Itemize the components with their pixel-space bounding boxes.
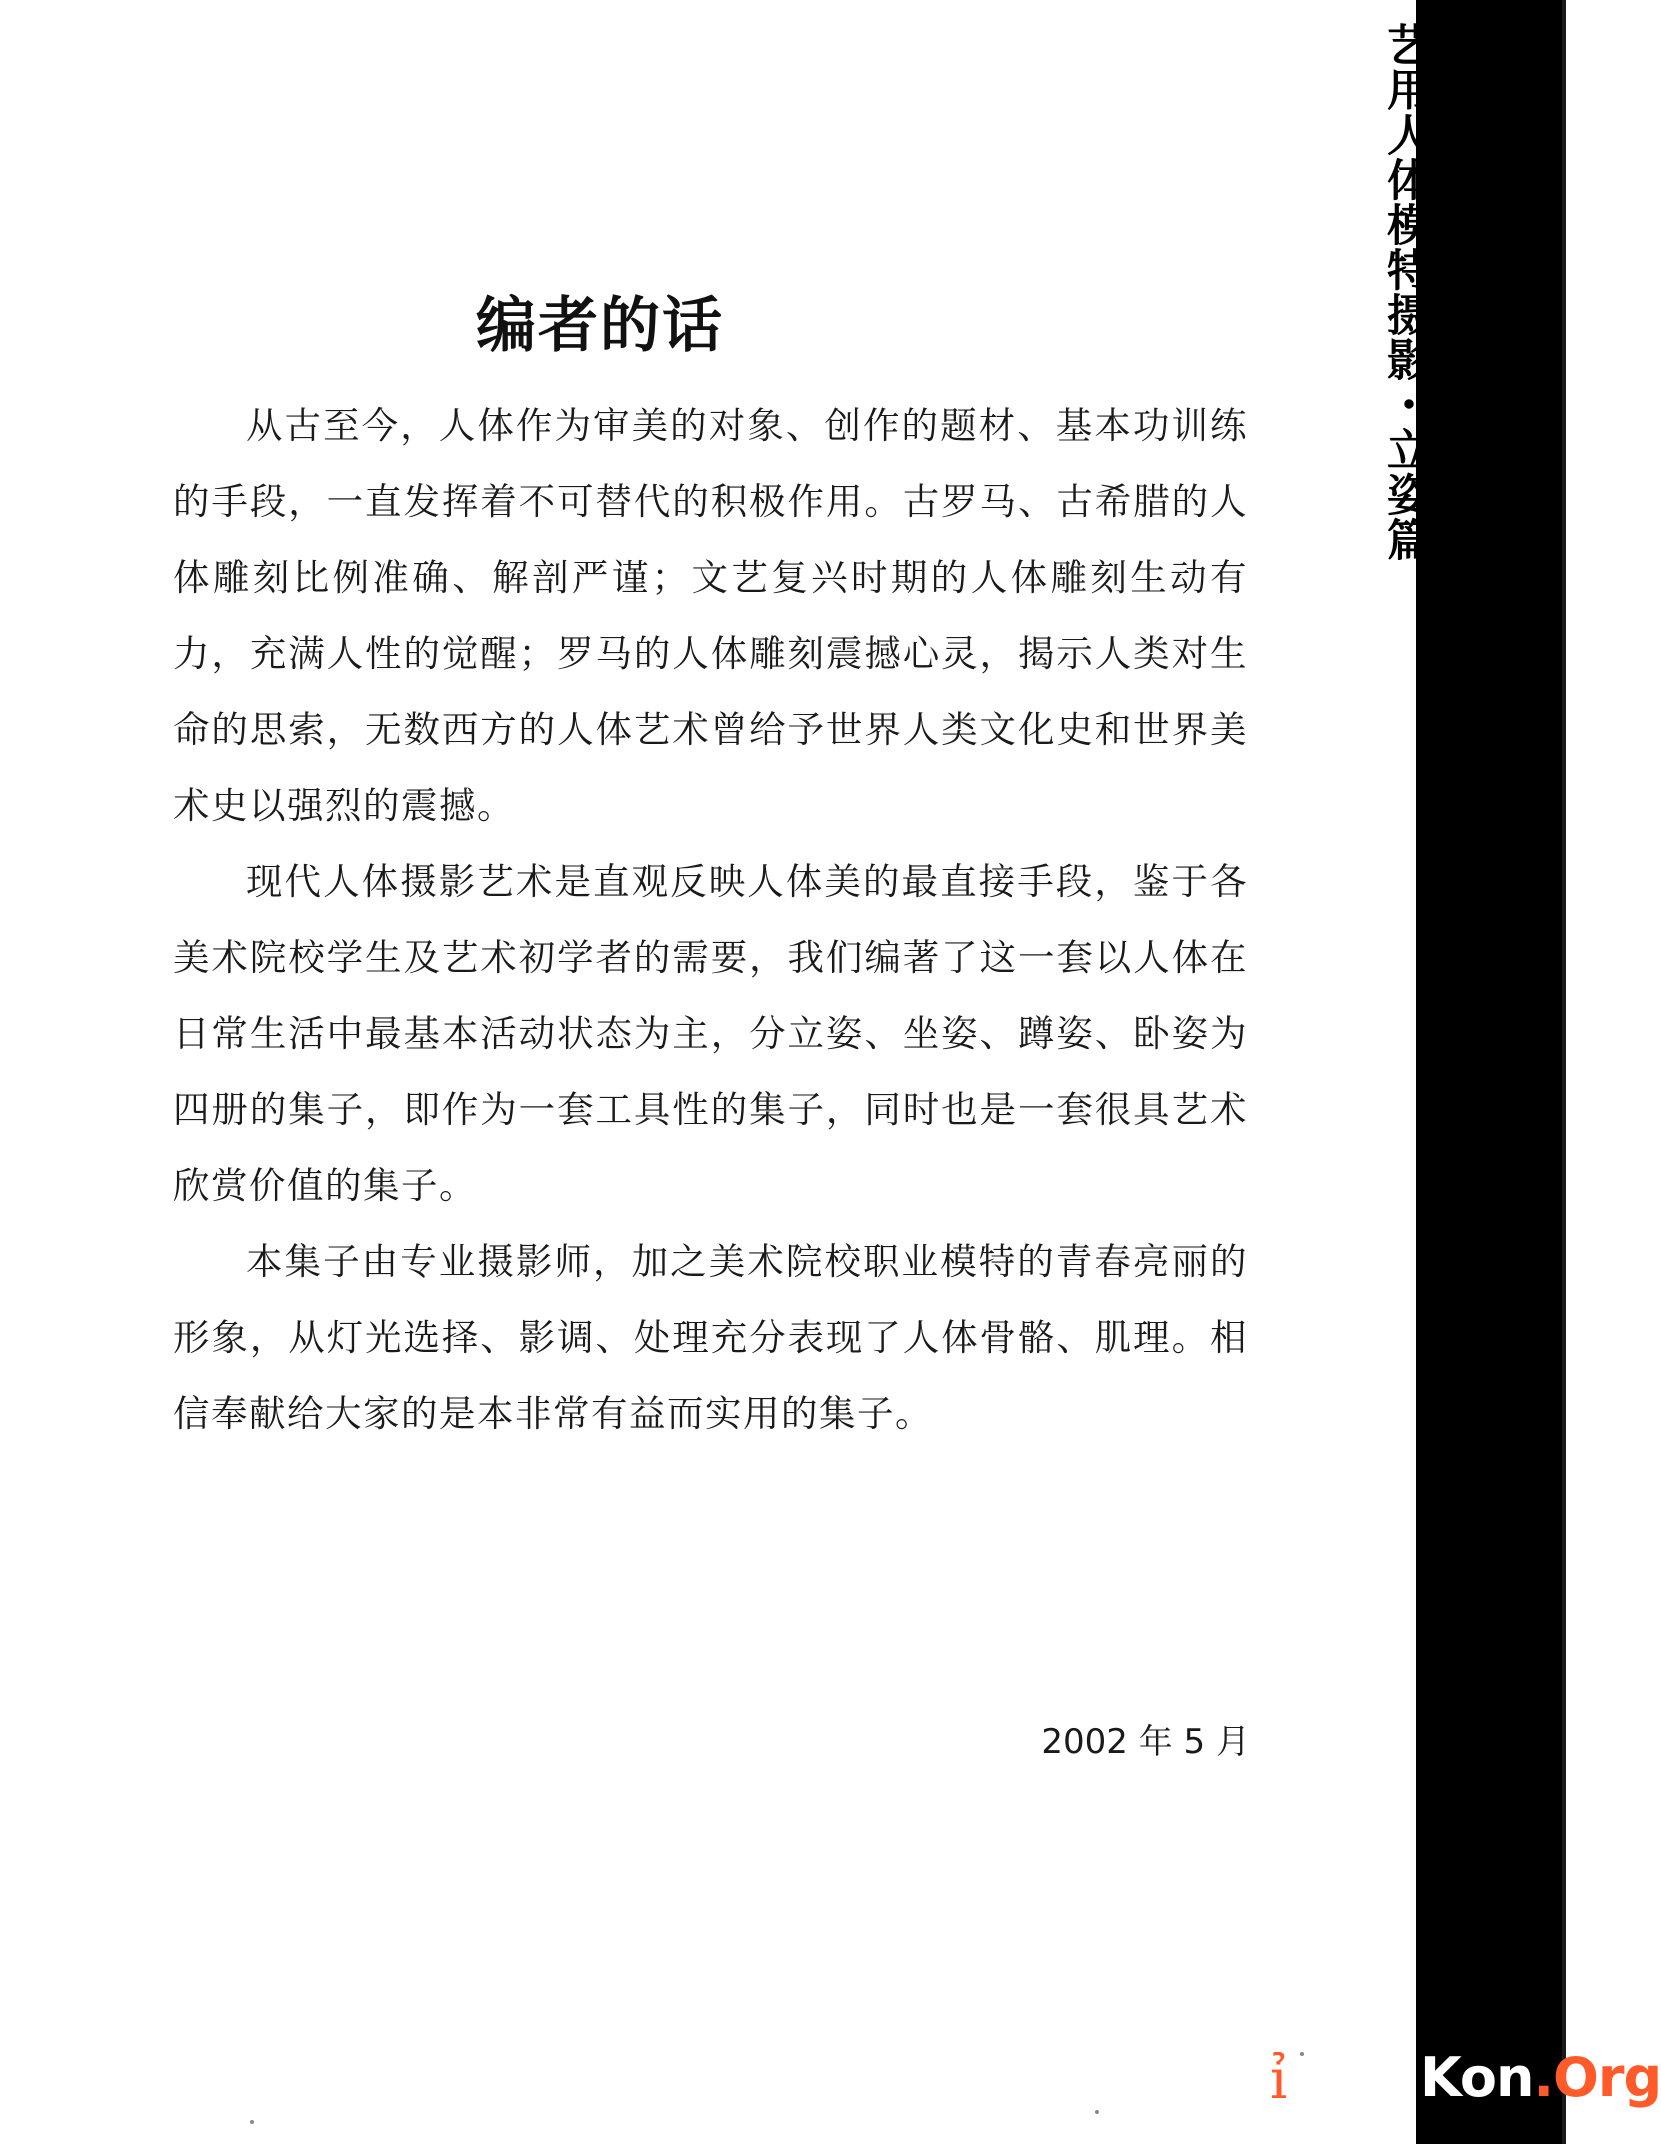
date-line: 2002 年 5 月 [1041, 1722, 1250, 1762]
body-text [173, 388, 1248, 1452]
scan-speck [250, 2120, 254, 2124]
paragraph-3: 本集子由专业摄影师，加之美术院校职业模特的青春亮丽的形象，从灯光选择、影调、处理充分表现了人体骨骼、肌理。相信奉献给大家的是本非常有益而实用的集子。 [173, 1240, 1248, 1435]
watermark-text [1420, 2046, 1661, 2110]
page-title: 编者的话 [476, 291, 724, 361]
watermark-org: .Org [1533, 2046, 1661, 2109]
black-spine-band [1416, 0, 1562, 2144]
series-title-vertical: 艺用人体模特摄影・立姿篇 [1379, 22, 1430, 562]
scan-speck [1300, 2052, 1304, 2056]
paragraph-1: 从古至今，人体作为审美的对象、创作的题材、基本功训练的手段，一直发挥着不可替代的积极作用。古罗马、古希腊的人体雕刻比例准确、解剖严谨；文艺复兴时期的人体雕刻生动有力，充满人性的觉醒；罗马的人体雕刻震撼心灵，揭示人类对生命的思索，无数西方的人体艺术曾给予世界人类文化史和世界美术史以强烈的震撼。 [173, 404, 1248, 827]
scan-speck [1095, 2110, 1099, 2114]
spine-edge [1562, 0, 1566, 2144]
watermark-glyph: ỉ [1270, 2048, 1288, 2111]
watermark-logo [1270, 2040, 1661, 2120]
paragraph-2: 现代人体摄影艺术是直观反映人体美的最直接手段，鉴于各美术院校学生及艺术初学者的需要，我们编著了这一套以人体在日常生活中最基本活动状态为主，分立姿、坐姿、蹲姿、卧姿为四册的集子，即作为一套工具性的集子，同时也是一套很具艺术欣赏价值的集子。 [173, 860, 1248, 1207]
watermark-kon: Kon [1420, 2046, 1534, 2109]
